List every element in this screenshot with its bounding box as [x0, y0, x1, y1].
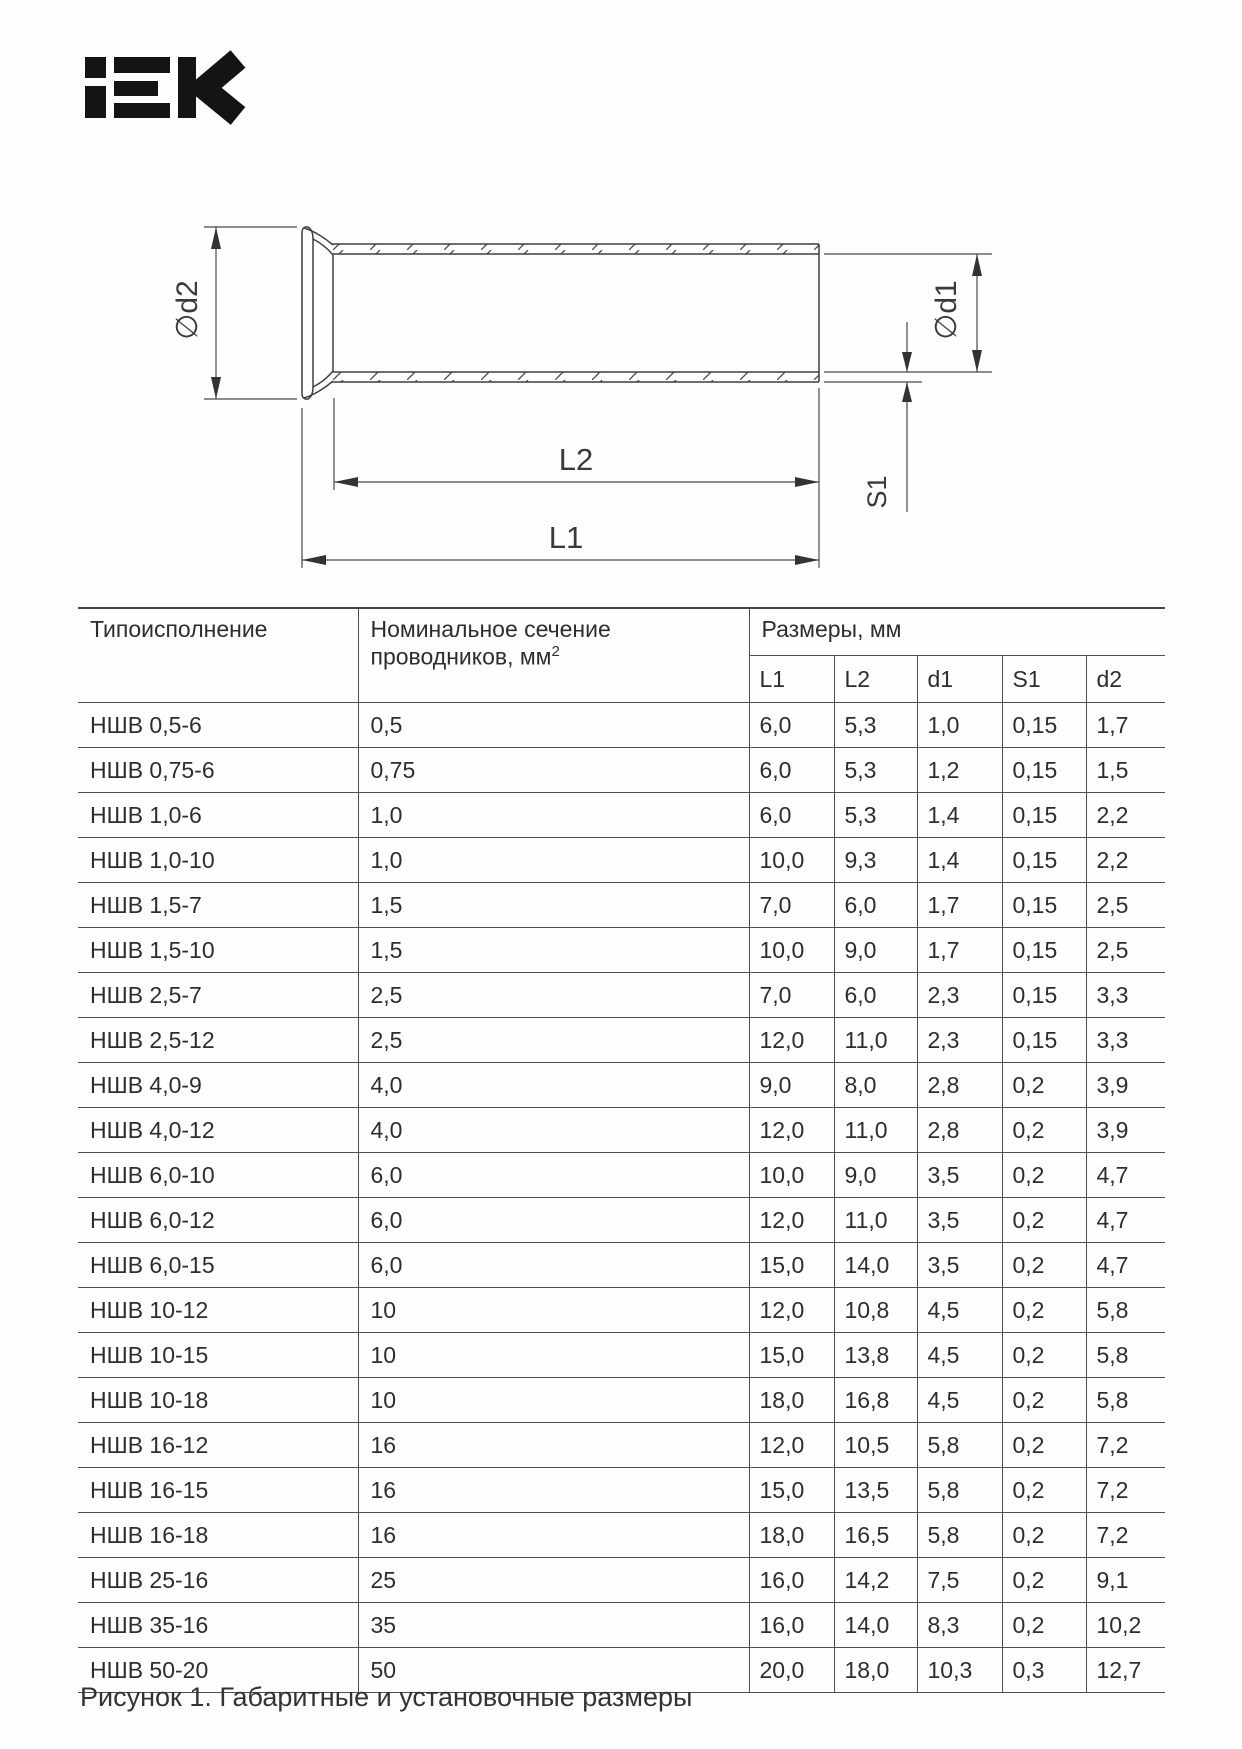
table-row — [78, 1288, 1165, 1333]
header-section-line1: Номинальное сечение — [370, 616, 611, 642]
table-row — [78, 1513, 1165, 1558]
cell-d1: 5,8 — [917, 1513, 1002, 1558]
cell-L2: 18,0 — [834, 1648, 917, 1693]
cell-L2: 11,0 — [834, 1108, 917, 1153]
cell-type: НШВ 16-18 — [78, 1513, 358, 1558]
cell-d1: 1,7 — [917, 928, 1002, 973]
cell-S1: 0,15 — [1002, 1018, 1086, 1063]
cell-section: 25 — [358, 1558, 749, 1603]
cell-L1: 16,0 — [749, 1603, 834, 1648]
header-section — [358, 608, 749, 703]
cell-section: 16 — [358, 1468, 749, 1513]
cell-S1: 0,2 — [1002, 1153, 1086, 1198]
cell-d2: 12,7 — [1086, 1648, 1165, 1693]
cell-d2: 2,5 — [1086, 928, 1165, 973]
cell-type: НШВ 10-15 — [78, 1333, 358, 1378]
cell-section: 2,5 — [358, 973, 749, 1018]
cell-d2: 2,5 — [1086, 883, 1165, 928]
cell-L1: 12,0 — [749, 1108, 834, 1153]
cell-L2: 16,8 — [834, 1378, 917, 1423]
cell-type: НШВ 6,0-12 — [78, 1198, 358, 1243]
cell-L1: 18,0 — [749, 1378, 834, 1423]
cell-d1: 4,5 — [917, 1288, 1002, 1333]
cell-section: 10 — [358, 1378, 749, 1423]
cell-type: НШВ 10-12 — [78, 1288, 358, 1333]
table-header — [78, 608, 1165, 703]
cell-L2: 16,5 — [834, 1513, 917, 1558]
cell-section: 4,0 — [358, 1063, 749, 1108]
cell-S1: 0,2 — [1002, 1063, 1086, 1108]
cell-d1: 1,2 — [917, 748, 1002, 793]
table-row — [78, 748, 1165, 793]
table-row — [78, 973, 1165, 1018]
cell-L1: 16,0 — [749, 1558, 834, 1603]
cell-d1: 1,4 — [917, 838, 1002, 883]
cell-L1: 9,0 — [749, 1063, 834, 1108]
cell-d1: 4,5 — [917, 1333, 1002, 1378]
cell-type: НШВ 2,5-7 — [78, 973, 358, 1018]
cell-d2: 4,7 — [1086, 1243, 1165, 1288]
cell-L1: 12,0 — [749, 1288, 834, 1333]
cell-d2: 7,2 — [1086, 1423, 1165, 1468]
cell-L2: 8,0 — [834, 1063, 917, 1108]
subheader-S1: S1 — [1002, 656, 1086, 703]
cell-S1: 0,2 — [1002, 1198, 1086, 1243]
cell-d1: 4,5 — [917, 1378, 1002, 1423]
table-row — [78, 1468, 1165, 1513]
table-row — [78, 1423, 1165, 1468]
cell-L1: 6,0 — [749, 748, 834, 793]
cell-type: НШВ 50-20 — [78, 1648, 358, 1693]
cell-d1: 2,3 — [917, 973, 1002, 1018]
cell-S1: 0,2 — [1002, 1288, 1086, 1333]
cell-L2: 14,0 — [834, 1603, 917, 1648]
cell-section: 4,0 — [358, 1108, 749, 1153]
cell-section: 35 — [358, 1603, 749, 1648]
table-row — [78, 1243, 1165, 1288]
cell-d2: 3,9 — [1086, 1063, 1165, 1108]
cell-section: 1,5 — [358, 883, 749, 928]
cell-section: 1,0 — [358, 838, 749, 883]
cell-d1: 7,5 — [917, 1558, 1002, 1603]
cell-L2: 10,5 — [834, 1423, 917, 1468]
cell-d2: 1,7 — [1086, 703, 1165, 748]
cell-d2: 1,5 — [1086, 748, 1165, 793]
cell-d2: 4,7 — [1086, 1198, 1165, 1243]
cell-d2: 7,2 — [1086, 1468, 1165, 1513]
header-section-line2: проводников, мм — [370, 643, 552, 670]
cell-type: НШВ 1,0-6 — [78, 793, 358, 838]
cell-d2: 9,1 — [1086, 1558, 1165, 1603]
cell-L2: 13,5 — [834, 1468, 917, 1513]
cell-d1: 3,5 — [917, 1153, 1002, 1198]
table-row — [78, 1198, 1165, 1243]
cell-L2: 11,0 — [834, 1198, 917, 1243]
cell-L1: 7,0 — [749, 973, 834, 1018]
cell-L1: 6,0 — [749, 793, 834, 838]
cell-d2: 7,2 — [1086, 1513, 1165, 1558]
dimension-lines — [204, 227, 992, 568]
cell-L1: 18,0 — [749, 1513, 834, 1558]
cell-section: 2,5 — [358, 1018, 749, 1063]
cell-type: НШВ 1,5-10 — [78, 928, 358, 973]
cell-section: 16 — [358, 1513, 749, 1558]
table-row — [78, 838, 1165, 883]
cell-section: 10 — [358, 1288, 749, 1333]
header-dimensions: Размеры, мм — [749, 608, 1165, 656]
cell-d1: 1,7 — [917, 883, 1002, 928]
cell-L1: 12,0 — [749, 1018, 834, 1063]
table-row — [78, 703, 1165, 748]
subheader-L2: L2 — [834, 656, 917, 703]
cell-L1: 15,0 — [749, 1333, 834, 1378]
cell-S1: 0,2 — [1002, 1108, 1086, 1153]
header-section-sup: 2 — [551, 643, 560, 660]
cell-d1: 10,3 — [917, 1648, 1002, 1693]
table-row — [78, 1108, 1165, 1153]
cell-section: 50 — [358, 1648, 749, 1693]
cell-d1: 1,4 — [917, 793, 1002, 838]
table-row — [78, 1018, 1165, 1063]
cell-section: 6,0 — [358, 1198, 749, 1243]
cell-type: НШВ 1,5-7 — [78, 883, 358, 928]
cell-d1: 3,5 — [917, 1243, 1002, 1288]
table-row — [78, 1603, 1165, 1648]
cell-d1: 1,0 — [917, 703, 1002, 748]
table-row — [78, 883, 1165, 928]
cell-L2: 9,0 — [834, 928, 917, 973]
cell-L1: 10,0 — [749, 838, 834, 883]
cell-L2: 5,3 — [834, 748, 917, 793]
subheader-d2: d2 — [1086, 656, 1165, 703]
ferrule-dimension-drawing — [0, 0, 1242, 607]
cell-d1: 5,8 — [917, 1423, 1002, 1468]
cell-S1: 0,2 — [1002, 1558, 1086, 1603]
cell-d2: 10,2 — [1086, 1603, 1165, 1648]
table-row — [78, 1378, 1165, 1423]
cell-L2: 5,3 — [834, 793, 917, 838]
cell-L2: 6,0 — [834, 883, 917, 928]
cell-L1: 7,0 — [749, 883, 834, 928]
dim-label-d2: ∅d2 — [171, 280, 204, 340]
cell-type: НШВ 1,0-10 — [78, 838, 358, 883]
dim-label-L1: L1 — [548, 520, 584, 555]
dim-label-S1: S1 — [862, 475, 892, 509]
cell-type: НШВ 2,5-12 — [78, 1018, 358, 1063]
cell-type: НШВ 4,0-12 — [78, 1108, 358, 1153]
table-row — [78, 928, 1165, 973]
table-row — [78, 1063, 1165, 1108]
cell-section: 1,0 — [358, 793, 749, 838]
cell-d1: 3,5 — [917, 1198, 1002, 1243]
figure-caption: Рисунок 1. Габаритные и установочные размеры — [80, 1682, 693, 1712]
cell-L1: 6,0 — [749, 703, 834, 748]
dim-label-L2: L2 — [558, 442, 594, 477]
table-row — [78, 1333, 1165, 1378]
cell-section: 0,5 — [358, 703, 749, 748]
cell-d1: 5,8 — [917, 1468, 1002, 1513]
cell-L1: 12,0 — [749, 1423, 834, 1468]
cell-section: 16 — [358, 1423, 749, 1468]
cell-d2: 2,2 — [1086, 838, 1165, 883]
dimensions-table — [78, 607, 1165, 1693]
cell-type: НШВ 16-15 — [78, 1468, 358, 1513]
cell-L1: 20,0 — [749, 1648, 834, 1693]
cell-S1: 0,15 — [1002, 748, 1086, 793]
table-row — [78, 793, 1165, 838]
cell-L2: 13,8 — [834, 1333, 917, 1378]
table-body — [78, 703, 1165, 1693]
cell-d1: 2,3 — [917, 1018, 1002, 1063]
cell-type: НШВ 35-16 — [78, 1603, 358, 1648]
cell-L1: 12,0 — [749, 1198, 834, 1243]
table-row — [78, 1558, 1165, 1603]
cell-type: НШВ 10-18 — [78, 1378, 358, 1423]
cell-type: НШВ 6,0-10 — [78, 1153, 358, 1198]
iek-logo — [85, 57, 238, 118]
cell-S1: 0,2 — [1002, 1243, 1086, 1288]
cell-section: 6,0 — [358, 1243, 749, 1288]
cell-d1: 8,3 — [917, 1603, 1002, 1648]
cell-d2: 5,8 — [1086, 1288, 1165, 1333]
cell-S1: 0,2 — [1002, 1423, 1086, 1468]
cell-d1: 2,8 — [917, 1063, 1002, 1108]
cell-L2: 14,2 — [834, 1558, 917, 1603]
ferrule-body — [302, 227, 819, 399]
cell-type: НШВ 4,0-9 — [78, 1063, 358, 1108]
cell-L2: 5,3 — [834, 703, 917, 748]
cell-S1: 0,15 — [1002, 928, 1086, 973]
cell-S1: 0,2 — [1002, 1468, 1086, 1513]
cell-d2: 2,2 — [1086, 793, 1165, 838]
cell-L1: 15,0 — [749, 1243, 834, 1288]
dim-label-d1: ∅d1 — [930, 280, 963, 340]
cell-S1: 0,15 — [1002, 793, 1086, 838]
cell-section: 6,0 — [358, 1153, 749, 1198]
cell-S1: 0,2 — [1002, 1513, 1086, 1558]
cell-L2: 14,0 — [834, 1243, 917, 1288]
cell-d1: 2,8 — [917, 1108, 1002, 1153]
cell-d2: 5,8 — [1086, 1333, 1165, 1378]
cell-section: 0,75 — [358, 748, 749, 793]
cell-L2: 11,0 — [834, 1018, 917, 1063]
cell-S1: 0,2 — [1002, 1333, 1086, 1378]
cell-d2: 3,3 — [1086, 1018, 1165, 1063]
cell-S1: 0,15 — [1002, 973, 1086, 1018]
cell-type: НШВ 6,0-15 — [78, 1243, 358, 1288]
cell-S1: 0,15 — [1002, 883, 1086, 928]
cell-L1: 10,0 — [749, 1153, 834, 1198]
cell-S1: 0,15 — [1002, 838, 1086, 883]
cell-d2: 3,3 — [1086, 973, 1165, 1018]
cell-L2: 10,8 — [834, 1288, 917, 1333]
subheader-d1: d1 — [917, 656, 1002, 703]
cell-S1: 0,15 — [1002, 703, 1086, 748]
cell-d2: 4,7 — [1086, 1153, 1165, 1198]
cell-type: НШВ 0,5-6 — [78, 703, 358, 748]
table-row — [78, 1153, 1165, 1198]
cell-L2: 9,0 — [834, 1153, 917, 1198]
cell-L2: 6,0 — [834, 973, 917, 1018]
cell-L1: 10,0 — [749, 928, 834, 973]
cell-d2: 5,8 — [1086, 1378, 1165, 1423]
cell-S1: 0,2 — [1002, 1603, 1086, 1648]
subheader-L1: L1 — [749, 656, 834, 703]
cell-section: 10 — [358, 1333, 749, 1378]
cell-type: НШВ 0,75-6 — [78, 748, 358, 793]
cell-L2: 9,3 — [834, 838, 917, 883]
cell-type: НШВ 25-16 — [78, 1558, 358, 1603]
cell-section: 1,5 — [358, 928, 749, 973]
cell-d2: 3,9 — [1086, 1108, 1165, 1153]
cell-type: НШВ 16-12 — [78, 1423, 358, 1468]
cell-S1: 0,2 — [1002, 1378, 1086, 1423]
cell-S1: 0,3 — [1002, 1648, 1086, 1693]
header-type: Типоисполнение — [78, 608, 358, 703]
cell-L1: 15,0 — [749, 1468, 834, 1513]
